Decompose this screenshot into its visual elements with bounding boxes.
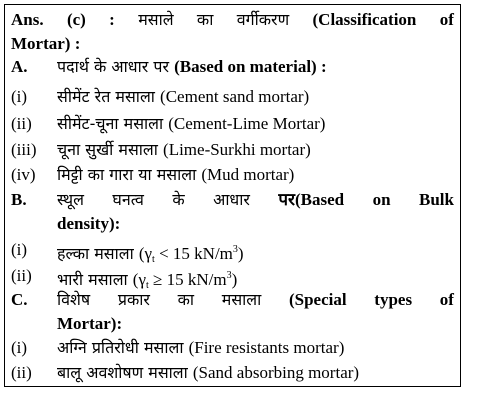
section-b-word: घनत्व — [112, 190, 144, 209]
item-en: (Lime-Surkhi mortar) — [163, 140, 311, 159]
list-item — [5, 112, 460, 136]
section-a-label: A. — [11, 57, 28, 76]
formula-superscript: 3 — [232, 244, 238, 255]
section-c-word: (Special — [288, 290, 347, 309]
item-number: (i) — [11, 87, 28, 106]
answer-word-hi-1: मसाले — [138, 10, 174, 29]
section-c-heading-line-2 — [5, 312, 460, 336]
section-a-heading — [5, 55, 460, 79]
answer-line-2 — [5, 32, 460, 56]
list-item — [5, 85, 460, 109]
formula-open: (γ — [138, 244, 153, 263]
section-b-label: B. — [11, 190, 27, 209]
list-item — [5, 336, 460, 360]
section-b-word: के — [172, 190, 185, 209]
section-c-heading-text — [57, 288, 454, 312]
item-hi: हल्का मसाला — [57, 244, 134, 263]
item-number: (i) — [11, 338, 28, 357]
item-hi: सीमेंट रेत मसाला — [57, 87, 155, 106]
section-a-heading-en: (Based on material) : — [174, 57, 327, 76]
section-b-heading-end: density): — [57, 214, 121, 233]
item-en: (Fire resistants mortar) — [188, 338, 345, 357]
formula-open: (γ — [132, 270, 146, 289]
section-b-word: पर(Based — [278, 190, 345, 209]
item-number: (ii) — [11, 363, 32, 382]
item-formula — [133, 270, 237, 289]
formula-value: ≥ 15 kN/m — [153, 270, 227, 289]
section-a-heading-text — [57, 55, 454, 79]
item-en: (Cement sand mortar) — [160, 87, 310, 106]
formula-value: < 15 kN/m — [159, 244, 233, 263]
item-hi: बालू अवशोषण मसाला — [57, 363, 188, 382]
section-b-word: स्थूल — [57, 190, 84, 209]
section-c-heading — [5, 288, 460, 312]
section-b-word: on — [372, 190, 391, 209]
section-c-word: मसाला — [221, 290, 262, 309]
answer-word-hi-3: वर्गीकरण — [236, 10, 290, 29]
answer-line — [5, 8, 460, 32]
section-b-heading-line-2 — [5, 212, 460, 236]
answer-word-hi-2: का — [196, 10, 214, 29]
answer-label: Ans. — [11, 10, 44, 29]
section-a-heading-hi: पदार्थ के आधार पर — [57, 57, 170, 76]
answer-continuation: Mortar) : — [11, 34, 81, 53]
item-text — [57, 112, 454, 136]
answer-word-en-1: (Classification — [312, 10, 417, 29]
item-text — [57, 163, 454, 187]
list-item — [5, 138, 460, 162]
item-text — [57, 85, 454, 109]
item-number: (iii) — [11, 140, 37, 159]
item-number: (ii) — [11, 266, 32, 285]
answer-word-en-2: of — [439, 10, 454, 29]
section-c-word: का — [177, 290, 195, 309]
item-text — [57, 238, 454, 265]
list-item — [5, 238, 460, 265]
list-item — [5, 163, 460, 187]
section-c-word: types — [374, 290, 413, 309]
formula-subscript: t — [145, 280, 149, 291]
item-text — [57, 138, 454, 162]
section-b-heading — [5, 188, 460, 212]
item-hi: मिट्टी का गारा या मसाला — [57, 165, 197, 184]
item-hi: सीमेंट-चूना मसाला — [57, 114, 164, 133]
item-en: (Sand absorbing mortar) — [192, 363, 360, 382]
section-b-heading-text — [57, 188, 454, 212]
formula-superscript: 3 — [226, 270, 232, 281]
formula-close: ) — [237, 244, 244, 263]
item-text — [57, 264, 454, 291]
list-item — [5, 264, 460, 291]
section-c-label: C. — [11, 290, 28, 309]
section-b-word: आधार — [213, 190, 250, 209]
item-number: (i) — [11, 240, 28, 259]
item-en: (Mud mortar) — [201, 165, 295, 184]
classification-box — [4, 4, 461, 387]
section-c-word: प्रकार — [117, 290, 150, 309]
section-c-heading-end: Mortar): — [57, 314, 123, 333]
item-text — [57, 361, 454, 385]
section-b-heading-continuation — [57, 212, 454, 236]
item-formula — [139, 244, 244, 263]
answer-option: (c) — [66, 10, 86, 29]
answer-heading — [11, 8, 454, 32]
item-hi: भारी मसाला — [57, 270, 128, 289]
answer-colon: : — [109, 10, 115, 29]
item-number: (iv) — [11, 165, 36, 184]
list-item — [5, 361, 460, 385]
item-hi: चूना सुर्खी मसाला — [57, 140, 158, 159]
formula-close: ) — [231, 270, 238, 289]
formula-subscript: t — [152, 254, 155, 265]
item-number: (ii) — [11, 114, 32, 133]
section-c-word: विशेष — [57, 290, 91, 309]
item-hi: अग्नि प्रतिरोधी मसाला — [57, 338, 184, 357]
item-en: (Cement-Lime Mortar) — [168, 114, 326, 133]
section-b-word: Bulk — [418, 190, 454, 209]
item-text — [57, 336, 454, 360]
section-c-heading-continuation — [57, 312, 454, 336]
section-c-word: of — [439, 290, 454, 309]
